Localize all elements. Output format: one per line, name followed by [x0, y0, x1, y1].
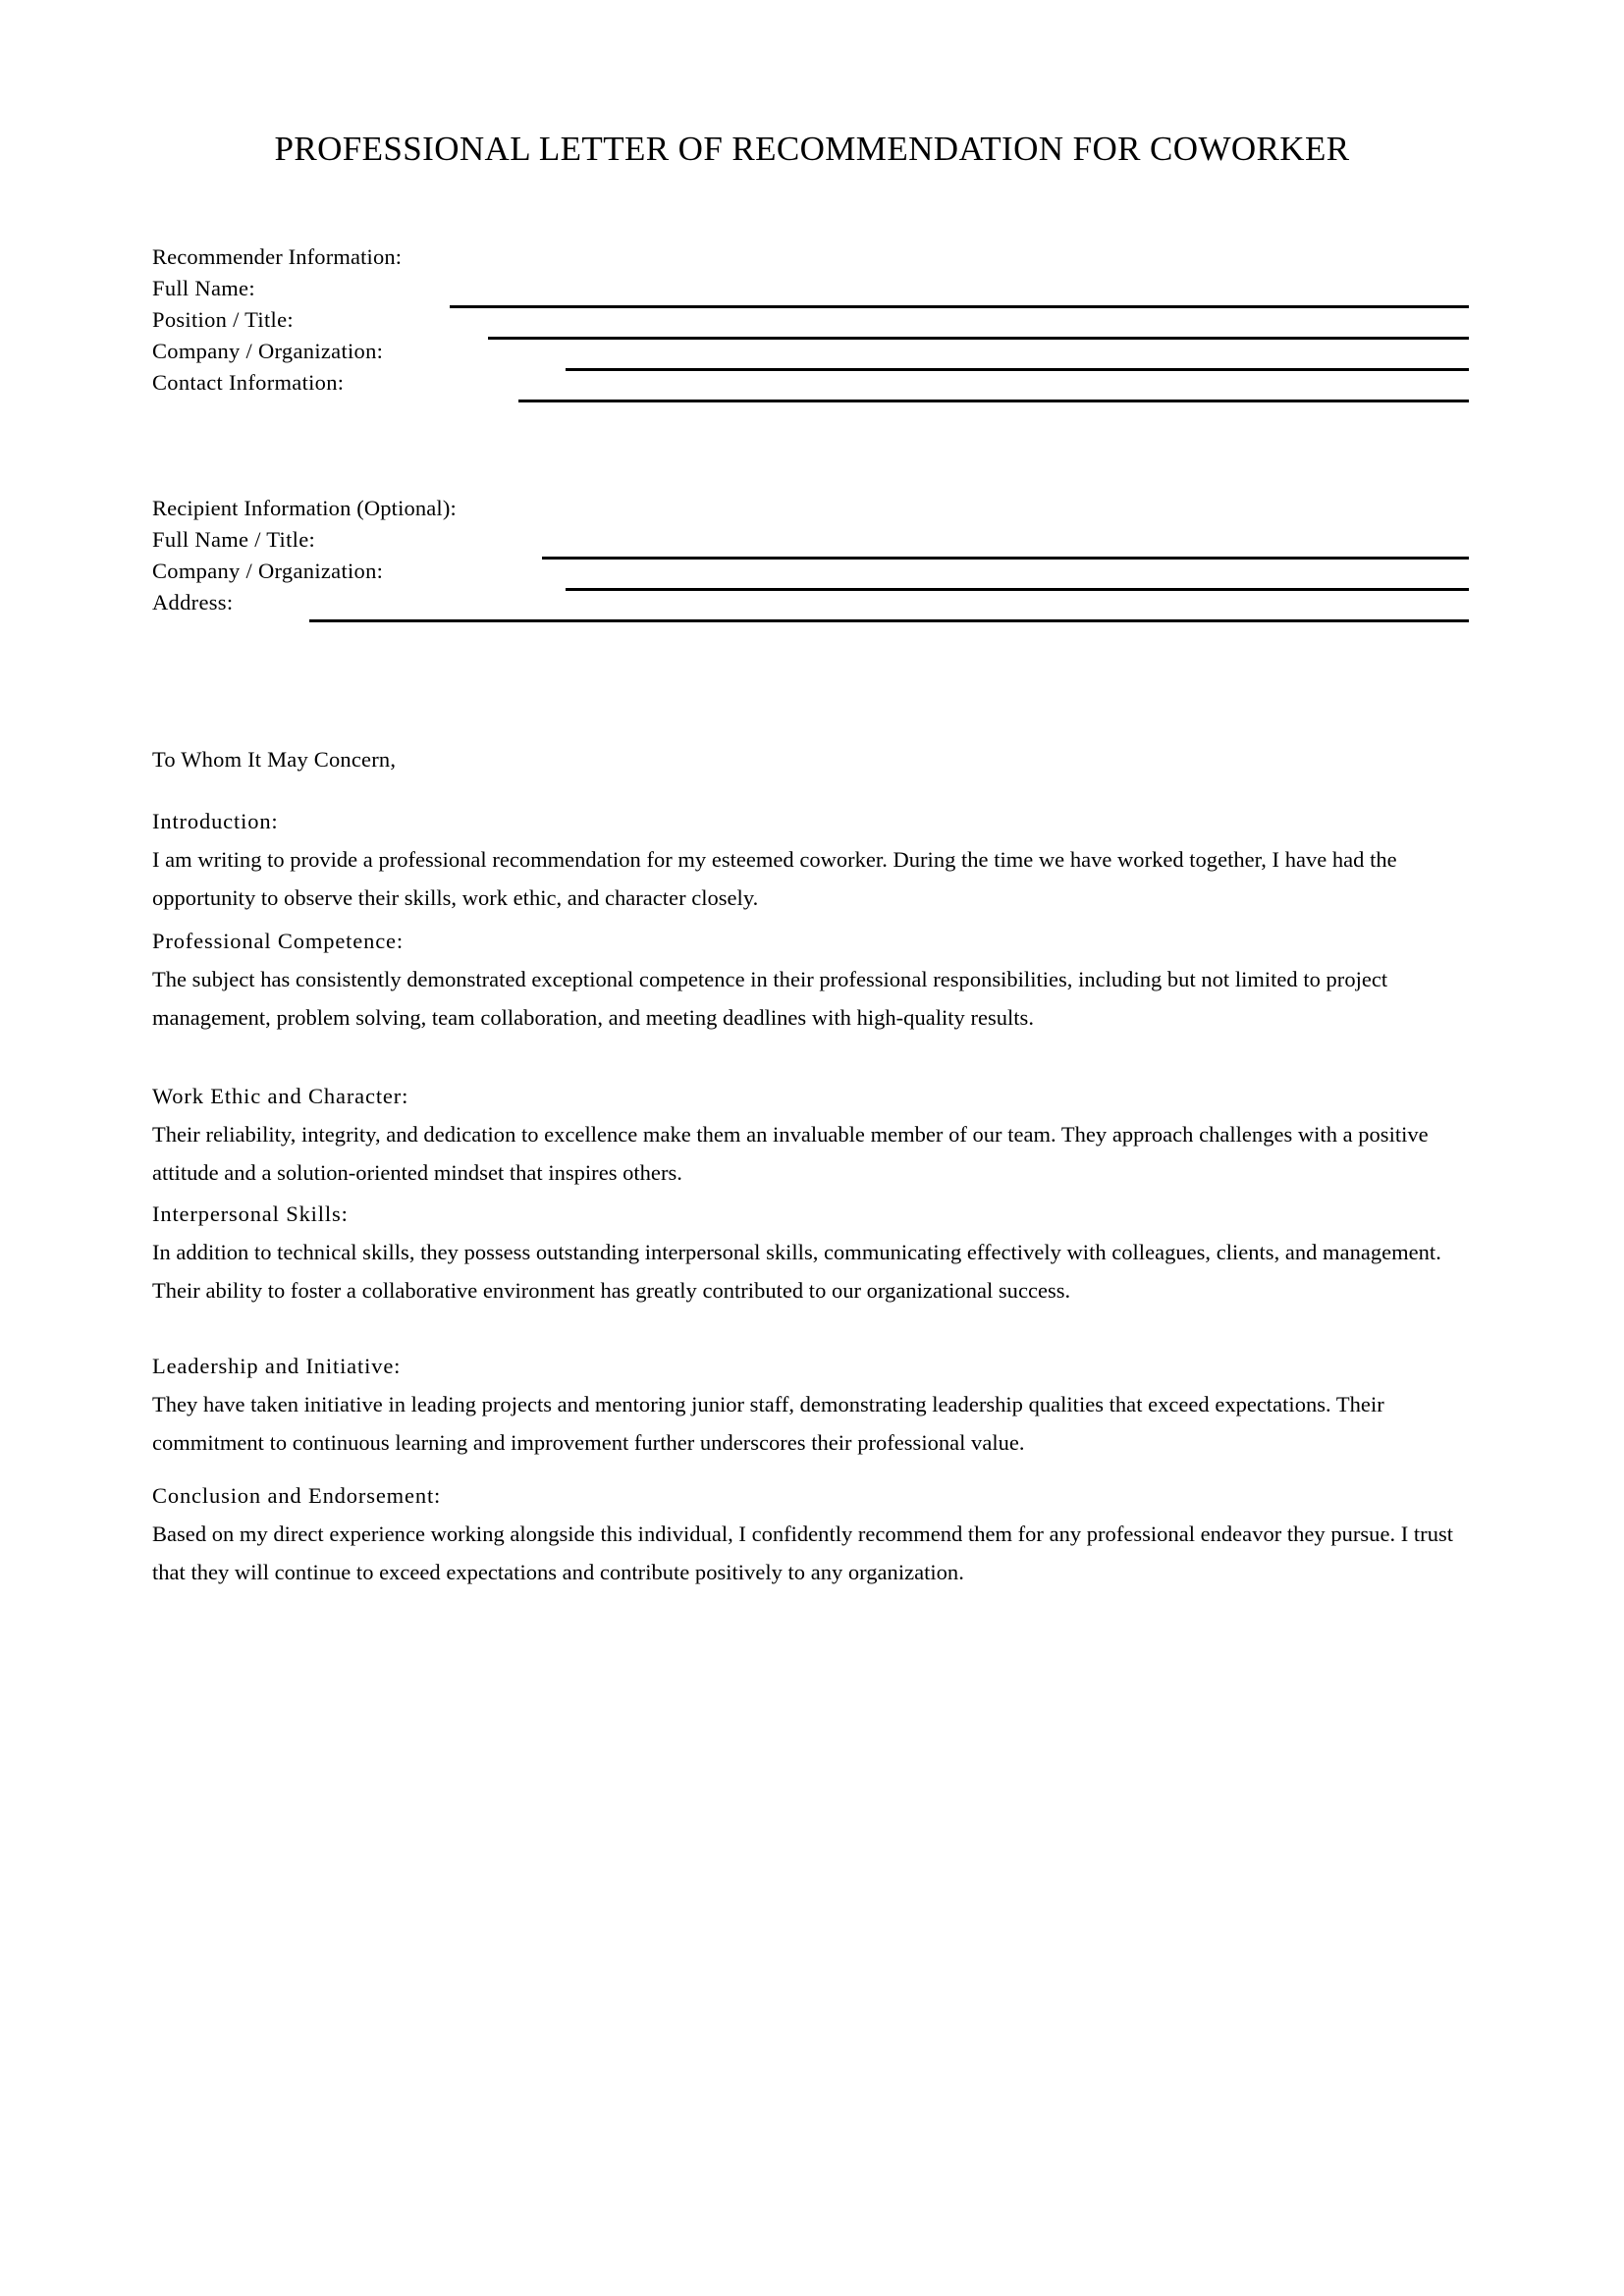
section-body-text: I am writing to provide a professional recommendation for my esteemed coworker. During the time we have worked together, I have had the opportunity to observe their skills, work ethic, and character closely. [152, 847, 1397, 910]
section-heading: Conclusion and Endorsement: [152, 1483, 442, 1508]
form-row [152, 587, 1473, 618]
recipient-section-heading: Recipient Information (Optional): [152, 496, 457, 520]
form-row [152, 556, 1473, 587]
letter-section [152, 1078, 1473, 1192]
salutation-block [152, 744, 1473, 775]
field-input-line[interactable] [309, 619, 1469, 622]
section-body-text: The subject has consistently demonstrated exceptional competence in their professional responsibilities, including but not limited to project management, problem solving, team collaboration, and meeting deadlines with high-quality results. [152, 967, 1388, 1030]
recipient-fields [152, 524, 1473, 618]
form-row [152, 524, 1473, 556]
recommender-information-section [152, 241, 1473, 399]
section-heading: Professional Competence: [152, 929, 404, 953]
section-body-text: In addition to technical skills, they possess outstanding interpersonal skills, communicating effectively with colleagues, clients, and management. Their ability to foster a collaborative environment has greatly contributed to our organizational success. [152, 1240, 1441, 1303]
field-label: Contact Information: [152, 370, 345, 395]
letter-section [152, 1348, 1473, 1462]
field-label: Position / Title: [152, 307, 294, 332]
letter-section [152, 1477, 1473, 1591]
form-row [152, 273, 1473, 304]
field-label: Company / Organization: [152, 559, 384, 583]
field-label: Full Name: [152, 276, 255, 300]
section-heading: Interpersonal Skills: [152, 1201, 349, 1226]
recommender-section-heading: Recommender Information: [152, 244, 403, 269]
letter-section [152, 923, 1473, 1037]
letter-section [152, 803, 1473, 917]
field-label: Company / Organization: [152, 339, 384, 363]
section-heading: Leadership and Initiative: [152, 1354, 402, 1378]
section-heading: Work Ethic and Character: [152, 1084, 409, 1108]
field-input-line[interactable] [518, 400, 1469, 402]
form-row [152, 336, 1473, 367]
salutation-text: To Whom It May Concern, [152, 747, 397, 772]
letter-section [152, 1196, 1473, 1309]
field-label: Address: [152, 590, 234, 614]
page-title: PROFESSIONAL LETTER OF RECOMMENDATION FOR COWORKER [274, 130, 1350, 169]
form-row [152, 304, 1473, 336]
section-heading: Introduction: [152, 809, 279, 833]
recipient-information-section [152, 493, 1473, 618]
form-row [152, 367, 1473, 399]
section-body-text: Their reliability, integrity, and dedication to excellence make them an invaluable member of our team. They approach challenges with a positive attitude and a solution-oriented mindset that inspires others. [152, 1122, 1429, 1185]
field-label: Full Name / Title: [152, 527, 316, 552]
recommender-fields [152, 273, 1473, 399]
section-body-text: Based on my direct experience working alongside this individual, I confidently recommend them for any professional endeavor they pursue. I trust that they will continue to exceed expectations and contribute positively to any organization. [152, 1522, 1454, 1584]
section-body-text: They have taken initiative in leading projects and mentoring junior staff, demonstrating leadership qualities that exceed expectations. Their commitment to continuous learning and improvement further underscores their professional value. [152, 1392, 1384, 1455]
